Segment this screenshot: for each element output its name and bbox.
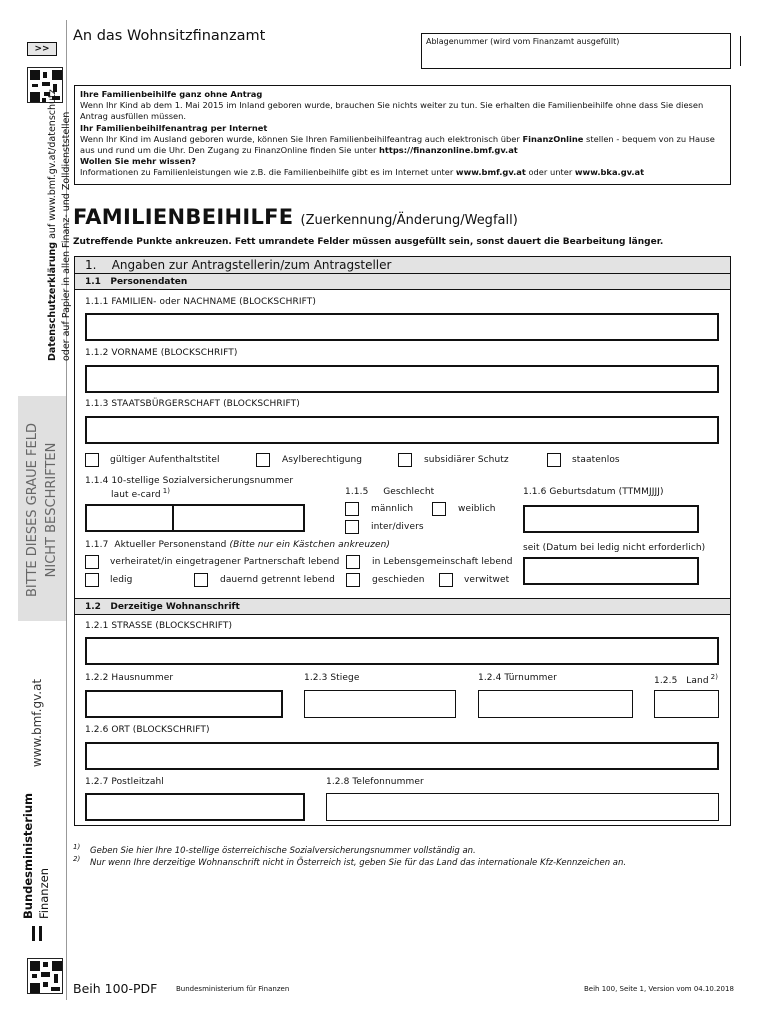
city-field[interactable] (85, 742, 719, 770)
footnote-1-text: Geben Sie hier Ihre 10-stellige österreichische Sozialversicherungsnummer vollständig an. (90, 845, 476, 856)
separated-label: dauernd getrennt lebend (220, 575, 335, 585)
firstname-label: 1.1.2 VORNAME (BLOCKSCHRIFT) (85, 348, 238, 358)
widowed-label: verwitwet (464, 575, 510, 585)
form-id: Beih 100-PDF (73, 981, 158, 996)
asylum-label: Asylberechtigung (282, 455, 363, 465)
footnote-ref-1: 1) (162, 487, 171, 495)
section12-header-text: 1.2 Derzeitige Wohnanschrift (85, 602, 240, 612)
ablage-number-field (421, 33, 731, 69)
privacy-line2: oder auf Papier in allen Finanz- und Zolldienststellen (61, 111, 72, 361)
corner-mark (740, 36, 741, 66)
inter-diverse-label: inter/divers (371, 522, 424, 532)
firstname-field[interactable] (85, 365, 719, 393)
footnote-2-mark: 2) (73, 855, 81, 863)
info-text-no-application: Wenn Ihr Kind ab dem 1. Mai 2015 im Inland geboren wurde, brauchen Sie nichts weiter zu tun. Sie erhalten die Familienbeihilfe ohne dass Sie diesen Antrag ausfüllen müssen. (80, 100, 704, 122)
street-label: 1.2.1 STRASSE (BLOCKSCHRIFT) (85, 621, 233, 631)
svnr-field-part1[interactable] (85, 504, 174, 532)
svnr-label-line1: 1.1.4 10-stellige Sozialversicherungsnummer (85, 476, 294, 486)
gray-note-line2: NICHT BESCHRIFTEN (44, 442, 59, 578)
cohabiting-checkbox[interactable] (346, 555, 360, 569)
ministry-line2: Finanzen (37, 868, 51, 919)
female-checkbox[interactable] (432, 502, 446, 516)
asylum-checkbox[interactable] (256, 453, 270, 467)
inter-diverse-checkbox[interactable] (345, 520, 359, 534)
gender-label: 1.1.5 Geschlecht (345, 487, 435, 497)
section11-header (74, 273, 731, 290)
info-heading-online: Ihr Familienbeihilfenantrag per Internet (80, 122, 268, 133)
surname-label: 1.1.1 FAMILIEN- oder NACHNAME (BLOCKSCHRIFT) (85, 297, 316, 307)
footnote-1 (73, 843, 476, 856)
separated-checkbox[interactable] (194, 573, 208, 587)
bmf-link[interactable]: www.bmf.gv.at (455, 167, 526, 178)
recipient-heading: An das Wohnsitzfinanzamt (73, 28, 266, 44)
info-heading-more: Wollen Sie mehr wissen? (80, 156, 196, 167)
footnote-1-mark: 1) (73, 843, 81, 851)
form-title-main: FAMILIENBEIHILFE (73, 205, 294, 229)
staircase-field[interactable] (304, 690, 456, 718)
footnote-ref-2: 2) (710, 673, 719, 681)
finanzonline-url-link[interactable]: https://finanzonline.bmf.gv.at (379, 145, 518, 156)
divorced-label: geschieden (372, 575, 425, 585)
info-box (74, 85, 731, 185)
marital-status-label: 1.1.7 Aktueller Personenstand (Bitte nur ein Kästchen ankreuzen) (85, 540, 390, 550)
female-label: weiblich (458, 504, 496, 514)
finanzonline-link[interactable]: FinanzOnline (522, 133, 584, 144)
svnr-label-line2: laut e-card $^{1)}$ (111, 487, 171, 500)
house-number-label: 1.2.2 Hausnummer (85, 673, 174, 683)
info-text-online: Wenn Ihr Kind im Ausland geboren wurde, können Sie Ihren Familienbeihilfeantrag auch elektronisch über FinanzOnline stellen - bequem von zu Hause aus und rund um die Uhr. Den Zugang zu FinanzOnline finden Sie unter https://finanzonline.bmf.gv.at (80, 133, 715, 156)
cohabiting-label: in Lebensgemeinschaft lebend (372, 557, 513, 567)
footnote-2 (73, 855, 626, 868)
stateless-label: staatenlos (572, 455, 620, 465)
house-number-field[interactable] (85, 690, 283, 718)
footnote-2-text: Nur wenn Ihre derzeitige Wohnanschrift nicht in Österreich ist, geben Sie für das Land das internationale Kfz-Kennzeichen an. (90, 857, 627, 868)
widowed-checkbox[interactable] (439, 573, 453, 587)
subsidiary-protection-checkbox[interactable] (398, 453, 412, 467)
section11-header-text: 1.1 Personendaten (85, 277, 188, 287)
subsidiary-protection-label: subsidiärer Schutz (424, 455, 509, 465)
privacy-line1: auf www.bmf.gv.at/datenschutz (47, 89, 58, 242)
section12-header (74, 598, 731, 615)
status-since-field[interactable] (523, 557, 699, 585)
phone-label: 1.2.8 Telefonnummer (326, 777, 424, 787)
section1-header-text: 1. Angaben zur Antragstellerin/zum Antragsteller (85, 258, 392, 272)
ablage-label: Ablagenummer (wird vom Finanzamt ausgefüllt) (426, 37, 620, 46)
divorced-checkbox[interactable] (346, 573, 360, 587)
staircase-label: 1.2.3 Stiege (304, 673, 360, 683)
website-label: www.bmf.gv.at (30, 678, 44, 768)
postal-code-field[interactable] (85, 793, 305, 821)
info-heading-no-application: Ihre Familienbeihilfe ganz ohne Antrag (80, 89, 263, 99)
phone-field[interactable] (326, 793, 719, 821)
married-label: verheiratet/in eingetragener Partnerschaft lebend (110, 557, 340, 567)
postal-code-label: 1.2.7 Postleitzahl (85, 777, 164, 787)
door-number-label: 1.2.4 Türnummer (478, 673, 557, 683)
citizenship-field[interactable] (85, 416, 719, 444)
footer-ministry: Bundesministerium für Finanzen (176, 985, 290, 993)
info-text-more: Informationen zu Familienleistungen wie z.B. die Familienbeihilfe gibt es im Internet unter www.bmf.gv.at oder unter www.bka.gv.at (80, 167, 645, 178)
city-label: 1.2.6 ORT (BLOCKSCHRIFT) (85, 725, 210, 735)
country-label: 1.2.5 Land $^{2)}$ (654, 673, 719, 686)
ministry-logo-icon (32, 926, 42, 941)
residence-permit-checkbox[interactable] (85, 453, 99, 467)
bka-link[interactable]: www.bka.gv.at (574, 167, 645, 178)
arrow-button[interactable]: >> (27, 42, 57, 56)
ministry-line1: Bundesministerium (21, 793, 35, 919)
surname-field[interactable] (85, 313, 719, 341)
form-instruction: Zutreffende Punkte ankreuzen. Fett umrandete Felder müssen ausgefüllt sein, sonst dauert die Bearbeitung länger. (73, 237, 664, 247)
form-title-sub: (Zuerkennung/Änderung/Wegfall) (300, 213, 518, 228)
residence-permit-label: gültiger Aufenthaltstitel (110, 455, 220, 465)
door-number-field[interactable] (478, 690, 633, 718)
form-title (73, 205, 518, 229)
birthdate-field[interactable] (523, 505, 699, 533)
gray-note-line1: BITTE DIESES GRAUE FELD (25, 423, 40, 597)
male-label: männlich (371, 504, 414, 514)
country-field[interactable] (654, 690, 719, 718)
street-field[interactable] (85, 637, 719, 665)
status-since-label: seit (Datum bei ledig nicht erforderlich) (523, 543, 706, 553)
section1-header (74, 256, 731, 273)
single-checkbox[interactable] (85, 573, 99, 587)
ministry-label (20, 793, 54, 919)
svnr-field-part2[interactable] (172, 504, 305, 532)
single-label: ledig (110, 575, 133, 585)
qr-code-bottom (27, 958, 63, 994)
citizenship-label: 1.1.3 STAATSBÜRGERSCHAFT (BLOCKSCHRIFT) (85, 399, 300, 409)
stateless-checkbox[interactable] (547, 453, 561, 467)
footer-version: Beih 100, Seite 1, Version vom 04.10.2018 (584, 985, 734, 993)
male-checkbox[interactable] (345, 502, 359, 516)
birthdate-label: 1.1.6 Geburtsdatum (TTMMJJJJ) (523, 487, 664, 497)
gray-field-note (23, 400, 63, 620)
privacy-title: Datenschutzerklärung (47, 241, 58, 361)
married-checkbox[interactable] (85, 555, 99, 569)
